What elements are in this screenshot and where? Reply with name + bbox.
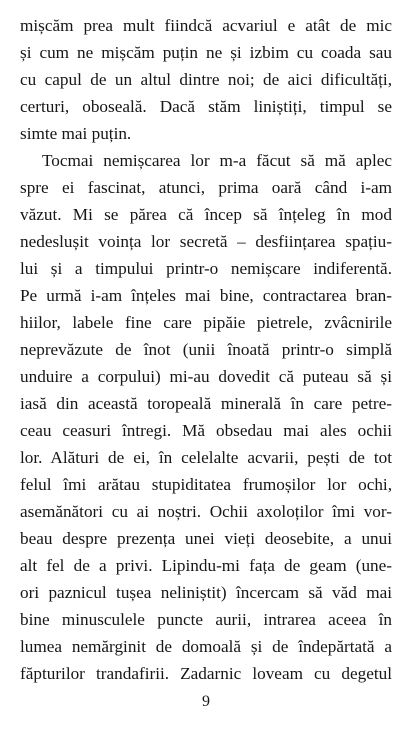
text-line: lui și a timpului printr-o nemișcare indiferentă. xyxy=(20,259,392,278)
text-line: hiilor, labele fine care pipăie pietrele, zvâcnirile xyxy=(20,313,392,332)
text-line: spre ei fascinat, atunci, prima oară când i-am xyxy=(20,178,392,197)
text-line: simte mai puțin. xyxy=(20,124,132,143)
text-line: felul îmi arătau stupiditatea frumoșilor lor ochi, xyxy=(20,475,392,494)
text-line: ori paznicul tușea neliniștit) încercam să văd mai xyxy=(20,583,392,602)
text-line: bine minusculele puncte aurii, intrarea aceea în xyxy=(20,610,392,629)
body-text xyxy=(20,12,392,687)
text-line: neprevăzute de înot (unii înoată printr-o simplă xyxy=(20,340,392,359)
page-number: 9 xyxy=(202,693,210,710)
text-line: ceau ceasuri întregi. Mă obsedau mai ales ochii xyxy=(20,421,392,440)
text-line: și cum ne mișcăm puțin ne și izbim cu coada sau xyxy=(20,43,392,62)
text-line: iasă din această toropeală minerală în care petre- xyxy=(20,394,392,413)
text-line: beau despre prezența unei vieți deosebite, a unui xyxy=(20,529,392,548)
text-line: certuri, oboseală. Dacă stăm liniștiți, timpul se xyxy=(20,97,392,116)
text-line: asemănători cu ai noștri. Ochii axoloților îmi vor- xyxy=(20,502,392,521)
text-line: Pe urmă i-am înțeles mai bine, contractarea bran- xyxy=(20,286,392,305)
text-line: cu capul de un altul dintre noi; de aici dificultăți, xyxy=(20,70,392,89)
text-line: nedeslușit voința lor secretă – desființarea spațiu- xyxy=(20,232,392,251)
book-page xyxy=(20,12,392,723)
text-line: lumea nemărginit de domoală și de îndepărtată a xyxy=(20,637,392,656)
text-line: mișcăm prea mult fiindcă acvariul e atât de mic xyxy=(20,16,392,35)
text-line: lor. Alături de ei, în celelalte acvarii, pești de tot xyxy=(20,448,392,467)
text-line: văzut. Mi se părea că încep să înțeleg în mod xyxy=(20,205,392,224)
text-line: alt fel de a privi. Lipindu-mi fața de geam (une- xyxy=(20,556,392,575)
text-line: unduire a corpului) mi-au dovedit că puteau să și xyxy=(20,367,392,386)
paragraph-first-line: Tocmai nemișcarea lor m-a făcut să mă aplec xyxy=(42,151,392,170)
text-line: făpturilor trandafirii. Zadarnic loveam cu degetul xyxy=(20,664,392,683)
